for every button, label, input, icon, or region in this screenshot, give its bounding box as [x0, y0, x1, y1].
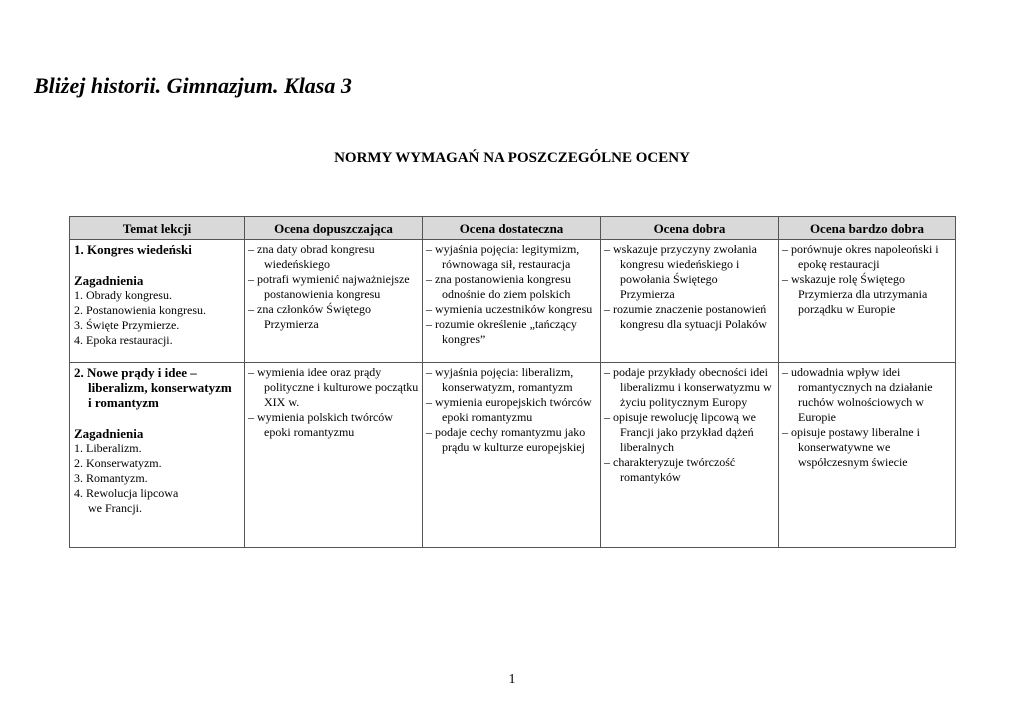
requirement-item: – wyjaśnia pojęcia: legitymizm, równowaga sił, restauracja [426, 242, 580, 271]
sufficient-cell [245, 240, 423, 363]
header-grade-good: Ocena dobra [601, 217, 779, 240]
requirement-item: – charakteryzuje twórczość romantyków [604, 455, 736, 484]
requirement-item: – udowadnia wpływ idei romantycznych na działanie ruchów wolnościowych w Europie [782, 365, 933, 424]
topic-item: 4. Rewolucja lipcowa [74, 486, 179, 500]
topic-item: 2. Konserwatyzm. [74, 456, 162, 470]
requirement-item: – zna członków Świętego Przymierza [248, 302, 371, 331]
zagadnienia-label: Zagadnienia [74, 273, 144, 288]
satisfactory-cell [423, 363, 601, 548]
table-row [70, 240, 956, 363]
requirement-item: – wymienia europejskich twórców epoki romantyzmu [426, 395, 592, 424]
requirements-table [69, 216, 956, 548]
very-good-cell [779, 240, 956, 363]
header-topic: Temat lekcji [70, 217, 245, 240]
requirement-item: – podaje cechy romantyzmu jako prądu w kulturze europejskiej [426, 425, 586, 454]
topic-item: 4. Epoka restauracji. [74, 333, 173, 347]
topic-item: we Francji. [88, 501, 142, 515]
requirement-item: – podaje przykłady obecności idei liberalizmu i konserwatyzmu w życiu politycznym Europy [604, 365, 772, 409]
good-cell [601, 240, 779, 363]
requirement-item: – wyjaśnia pojęcia: liberalizm, konserwatyzm, romantyzm [426, 365, 574, 394]
requirement-item: – opisuje postawy liberalne i konserwatywne we współczesnym świecie [782, 425, 920, 469]
lesson-cell [70, 363, 245, 548]
document-heading: NORMY WYMAGAŃ NA POSZCZEGÓLNE OCENY [334, 150, 690, 166]
lesson-title: liberalizm, konserwatyzm [88, 380, 232, 395]
requirement-item: – opisuje rewolucję lipcową we Francji jako przykład dążeń liberalnych [604, 410, 756, 454]
table-row [70, 363, 956, 548]
lesson-title: i romantyzm [88, 395, 159, 410]
requirement-item: – wskazuje przyczyny zwołania kongresu wiedeńskiego i powołania Świętego Przymierza [604, 242, 757, 301]
requirement-item: – wymienia uczestników kongresu [426, 302, 593, 316]
topic-item: 1. Obrady kongresu. [74, 288, 172, 302]
sufficient-cell [245, 363, 423, 548]
requirement-item: – wskazuje rolę Świętego Przymierza dla utrzymania porządku w Europie [782, 272, 928, 316]
requirement-item: – zna postanowienia kongresu odnośnie do ziem polskich [426, 272, 571, 301]
requirement-item: – zna daty obrad kongresu wiedeńskiego [248, 242, 375, 271]
topic-item: 1. Liberalizm. [74, 441, 142, 455]
book-title: Bliżej historii. Gimnazjum. Klasa 3 [34, 73, 352, 98]
header-grade-very-good: Ocena bardzo dobra [779, 217, 956, 240]
requirement-item: – potrafi wymienić najważniejsze postanowienia kongresu [248, 272, 410, 301]
lesson-title: 2. Nowe prądy i idee – [74, 365, 197, 380]
topic-item: 3. Święte Przymierze. [74, 318, 180, 332]
zagadnienia-label: Zagadnienia [74, 426, 144, 441]
topic-item: 2. Postanowienia kongresu. [74, 303, 206, 317]
requirement-item: – wymienia idee oraz prądy polityczne i kulturowe początku XIX w. [248, 365, 419, 409]
table-header-row [70, 217, 956, 240]
header-grade-satisfactory: Ocena dostateczna [423, 217, 601, 240]
lesson-title: 1. Kongres wiedeński [74, 242, 192, 257]
good-cell [601, 363, 779, 548]
satisfactory-cell [423, 240, 601, 363]
very-good-cell [779, 363, 956, 548]
page-number: 1 [508, 672, 516, 687]
requirement-item: – rozumie znaczenie postanowień kongresu dla sytuacji Polaków [604, 302, 767, 331]
requirement-item: – porównuje okres napoleoński i epokę restauracji [782, 242, 939, 271]
requirement-item: – rozumie określenie „tańczący kongres” [426, 317, 577, 346]
requirement-item: – wymienia polskich twórców epoki romantyzmu [248, 410, 393, 439]
header-grade-sufficient: Ocena dopuszczająca [245, 217, 423, 240]
lesson-cell [70, 240, 245, 363]
topic-item: 3. Romantyzm. [74, 471, 148, 485]
